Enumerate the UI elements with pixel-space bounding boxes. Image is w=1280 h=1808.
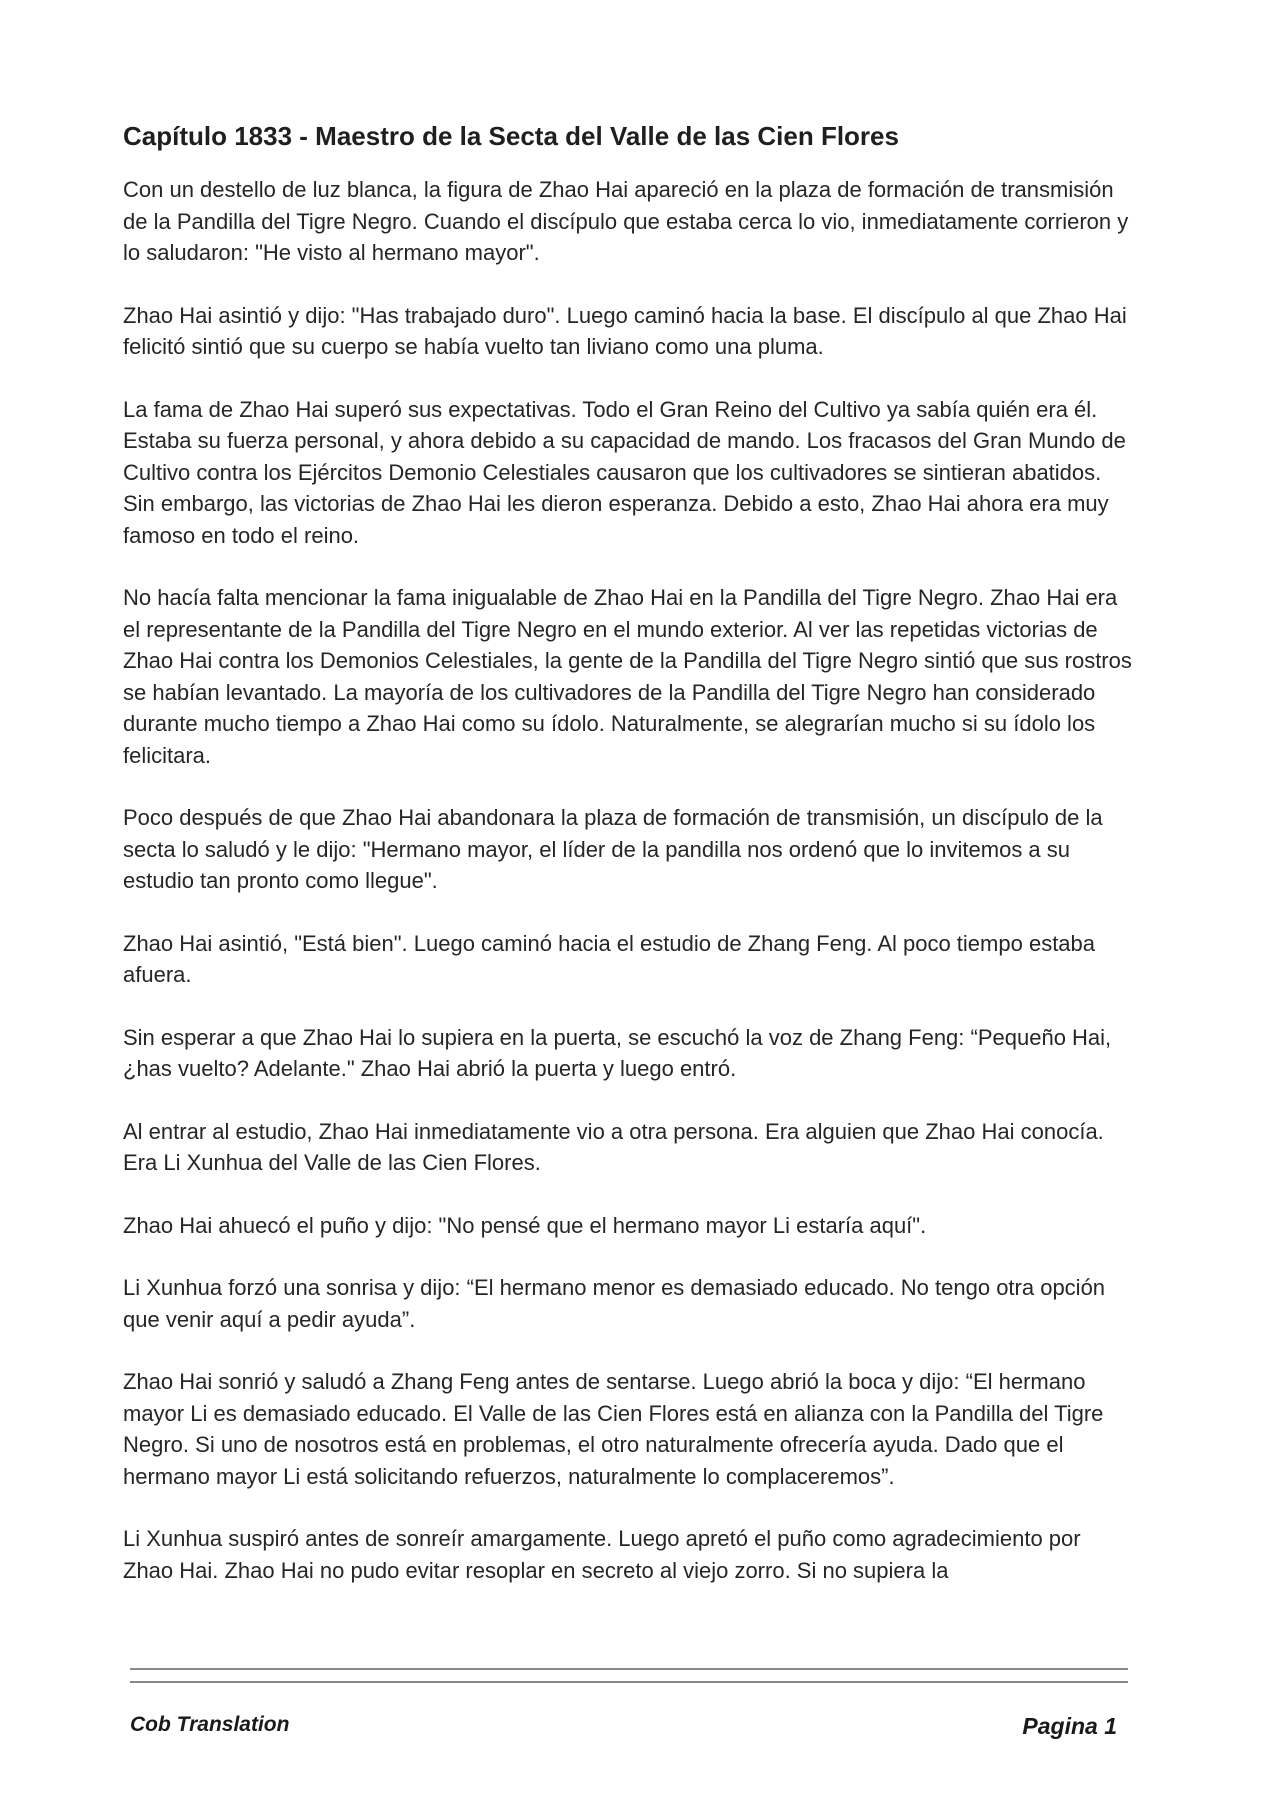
paragraph: Zhao Hai sonrió y saludó a Zhang Feng antes de sentarse. Luego abrió la boca y dijo: “El hermano mayor Li es demasiado educado. El Valle de las Cien Flores está en alianza con la Pandilla del Tigre Negro. Si uno de nosotros está en problemas, el otro naturalmente ofrecería ayuda. Dado que el hermano mayor Li está solicitando refuerzos, naturalmente lo complaceremos”. — [123, 1369, 1104, 1489]
chapter-title: Capítulo 1833 - Maestro de la Secta del Valle de las Cien Flores — [123, 121, 899, 151]
footer-translator-credit: Cob Translation — [130, 1713, 290, 1736]
footer-divider-bottom — [130, 1681, 1128, 1683]
paragraph: Zhao Hai ahuecó el puño y dijo: "No pensé que el hermano mayor Li estaría aquí". — [123, 1212, 927, 1238]
paragraph: Sin esperar a que Zhao Hai lo supiera en la puerta, se escuchó la voz de Zhang Feng: “Pequeño Hai, ¿has vuelto? Adelante." Zhao Hai abrió la puerta y luego entró. — [123, 1024, 1112, 1081]
paragraph: Li Xunhua suspiró antes de sonreír amargamente. Luego apretó el puño como agradecimiento por Zhao Hai. Zhao Hai no pudo evitar resoplar en secreto al viejo zorro. Si no supiera la — [123, 1526, 1081, 1583]
paragraph: Zhao Hai asintió y dijo: "Has trabajado duro". Luego caminó hacia la base. El discípulo al que Zhao Hai felicitó sintió que su cuerpo se había vuelto tan liviano como una pluma. — [123, 302, 1127, 359]
paragraph: La fama de Zhao Hai superó sus expectativas. Todo el Gran Reino del Cultivo ya sabía quién era él. Estaba su fuerza personal, y ahora debido a su capacidad de mando. Los fracasos del Gran Mundo de Cultivo contra los Ejércitos Demonio Celestiales causaron que los cultivadores se sintieran abatidos. Sin embargo, las victorias de Zhao Hai les dieron esperanza. Debido a esto, Zhao Hai ahora era muy famoso en todo el reino. — [123, 396, 1126, 548]
paragraph: Con un destello de luz blanca, la figura de Zhao Hai apareció en la plaza de formación de transmisión de la Pandilla del Tigre Negro. Cuando el discípulo que estaba cerca lo vio, inmediatamente corrieron y lo saludaron: "He visto al hermano mayor". — [123, 177, 1129, 265]
paragraph: Al entrar al estudio, Zhao Hai inmediatamente vio a otra persona. Era alguien que Zhao Hai conocía. Era Li Xunhua del Valle de las Cien Flores. — [123, 1118, 1104, 1175]
paragraph: Li Xunhua forzó una sonrisa y dijo: “El hermano menor es demasiado educado. No tengo otra opción que venir aquí a pedir ayuda”. — [123, 1275, 1106, 1332]
document-body — [123, 118, 1133, 1617]
paragraph: Zhao Hai asintió, "Está bien". Luego caminó hacia el estudio de Zhang Feng. Al poco tiempo estaba afuera. — [123, 930, 1096, 987]
footer-divider-top — [130, 1668, 1128, 1670]
footer-page-number: Pagina 1 — [1022, 1713, 1117, 1739]
paragraph: Poco después de que Zhao Hai abandonara la plaza de formación de transmisión, un discípulo de la secta lo saludó y le dijo: "Hermano mayor, el líder de la pandilla nos ordenó que lo invitemos a su estudio tan pronto como llegue". — [123, 805, 1103, 893]
paragraph: No hacía falta mencionar la fama inigualable de Zhao Hai en la Pandilla del Tigre Negro. Zhao Hai era el representante de la Pandilla del Tigre Negro en el mundo exterior. Al ver las repetidas victorias de Zhao Hai contra los Demonios Celestiales, la gente de la Pandilla del Tigre Negro sintió que sus rostros se habían levantado. La mayoría de los cultivadores de la Pandilla del Tigre Negro han considerado durante mucho tiempo a Zhao Hai como su ídolo. Naturalmente, se alegrarían mucho si su ídolo los felicitara. — [123, 585, 1132, 768]
